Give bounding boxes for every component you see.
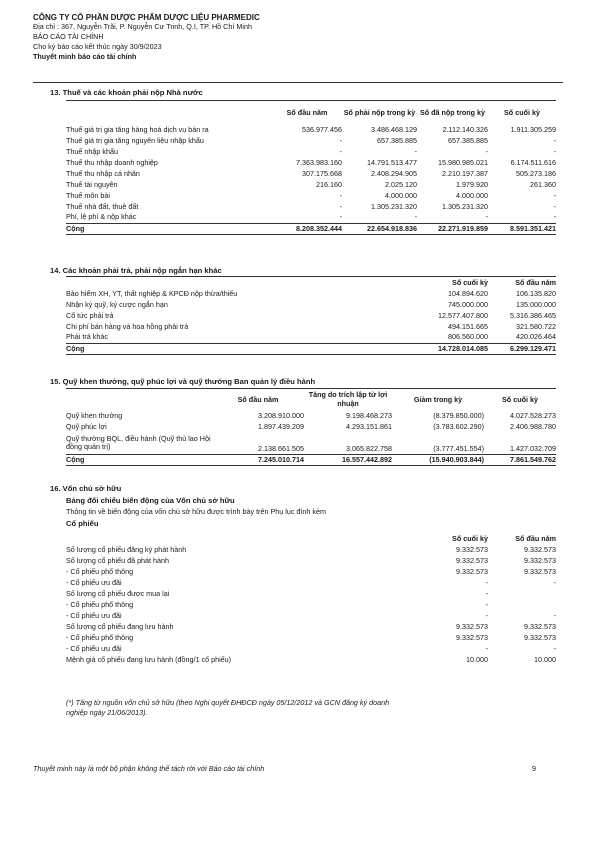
- cell-value: 4.000.000: [385, 190, 417, 200]
- cell-value: 1.979.920: [456, 179, 488, 189]
- cell-value: (3.777.451.554): [433, 444, 484, 454]
- table-row: [66, 644, 556, 655]
- cell-value: 9.332.573: [456, 567, 488, 577]
- cell-value: 9.332.573: [456, 633, 488, 643]
- total-row: [66, 455, 556, 466]
- row-label: Mệnh giá cổ phiếu đang lưu hành (đồng/1 cổ phiếu): [66, 655, 232, 665]
- cell-value: -: [485, 611, 488, 621]
- cell-value: 3.486.468.129: [371, 124, 417, 134]
- cell-value: 505.273.186: [516, 168, 556, 178]
- cell-value: -: [339, 190, 342, 200]
- col-header: Giảm trong kỳ: [392, 389, 484, 411]
- cell-value: 9.198.468.273: [346, 410, 392, 420]
- cell-value: 657.385.885: [448, 135, 488, 145]
- row-label: Thuế thu nhập doanh nghiệp: [66, 157, 158, 167]
- row-label: Cổ tức phải trả: [66, 310, 114, 320]
- col-header: Số đầu năm: [515, 533, 556, 543]
- table-row: [66, 433, 556, 455]
- cell-value: 2.210.197.387: [442, 168, 488, 178]
- other-payables-table: [66, 276, 556, 355]
- cell-value: 216.160: [316, 179, 342, 189]
- report-period: Cho kỳ báo cáo kết thúc ngày 30/9/2023: [33, 42, 162, 51]
- cell-value: 321.580.722: [516, 321, 556, 331]
- cell-value: 1.305.231.320: [442, 201, 488, 211]
- col-header: Số cuối kỳ: [452, 533, 488, 543]
- table-row: [66, 180, 556, 191]
- shares-title: Cổ phiếu: [66, 519, 99, 528]
- cell-value: 657.385.885: [377, 135, 417, 145]
- table-row: [66, 202, 556, 213]
- row-label: Số lượng cổ phiếu đã phát hành: [66, 556, 170, 566]
- page-footer-note: Thuyết minh này là một bộ phận không thể tách rời với Báo cáo tài chính: [33, 764, 265, 773]
- table-row: [66, 169, 556, 180]
- page-number: 9: [532, 764, 536, 773]
- company-address: Địa chỉ : 367, Nguyễn Trãi, P. Nguyễn Cư Trinh, Q.I, TP. Hồ Chí Minh: [33, 22, 252, 31]
- cell-value: 15.980.985.021: [438, 157, 488, 167]
- row-label: Thuế tài nguyên: [66, 179, 118, 189]
- table-row: [66, 158, 556, 169]
- row-label: Cộng: [66, 344, 352, 355]
- cell-value: 2.406.988.780: [510, 421, 556, 431]
- document-header: [33, 13, 563, 63]
- cell-value: 536.977.456: [302, 124, 342, 134]
- col-header: Tăng do trích lập từ lợi nhuận: [304, 389, 392, 411]
- cell-value: 16.557.442.892: [304, 455, 392, 466]
- col-header: Số đã nộp trong kỳ: [417, 101, 488, 125]
- cell-value: (3.783.602.290): [433, 421, 484, 431]
- cell-value: 14.791.513.477: [367, 157, 417, 167]
- row-label: Thuế giá trị gia tăng hàng hoá dịch vụ bán ra: [66, 124, 209, 134]
- table-row: [66, 578, 556, 589]
- col-header: Số đầu năm: [212, 389, 304, 411]
- section-14-title: 14. Các khoản phải trả, phải nộp ngắn hạn khác: [50, 266, 222, 275]
- cell-value: 12.577.407.800: [438, 310, 488, 320]
- row-label: Bảo hiểm XH, YT, thất nghiệp & KPCĐ nộp thừa/thiếu: [66, 288, 238, 298]
- row-label: Thuế thu nhập cá nhân: [66, 168, 140, 178]
- cell-value: -: [485, 146, 488, 156]
- cell-value: 10.000: [466, 655, 488, 665]
- row-label: Thuế giá trị gia tăng nguyên liệu nhập khẩu: [66, 135, 204, 145]
- reward-funds-table: [66, 388, 556, 466]
- row-label: Cộng: [66, 224, 272, 235]
- cell-value: 9.332.573: [524, 556, 556, 566]
- cell-value: 307.175.668: [302, 168, 342, 178]
- col-header: Số đầu năm: [272, 101, 342, 125]
- cell-value: 9.332.573: [456, 545, 488, 555]
- shares-table: [66, 533, 556, 666]
- cell-value: 106.135.820: [516, 288, 556, 298]
- cell-value: 1.911.305.259: [510, 124, 556, 134]
- cell-value: 3.065.822.758: [346, 444, 392, 454]
- table-row: [66, 213, 556, 224]
- cell-value: 745.000.000: [448, 299, 488, 309]
- cell-value: -: [553, 611, 556, 621]
- cell-value: (15.940.903.844): [392, 455, 484, 466]
- table-row: [66, 633, 556, 644]
- row-label: Phải trả khác: [66, 332, 108, 342]
- cell-value: 494.151.665: [448, 321, 488, 331]
- row-label: - Cổ phiếu ưu đãi: [66, 611, 122, 621]
- cell-value: 2.138.661.505: [258, 444, 304, 454]
- row-label: - Cổ phiếu phổ thông: [66, 633, 134, 643]
- table-row: [66, 136, 556, 147]
- section-13-title: 13. Thuế và các khoản phải nộp Nhà nước: [50, 88, 203, 97]
- cell-value: 22.654.918.836: [342, 224, 417, 235]
- table-row: [66, 147, 556, 158]
- equity-reconciliation-title: Bảng đối chiếu biến động của Vốn chủ sở hữu: [66, 496, 235, 505]
- cell-value: -: [553, 135, 556, 145]
- table-row: [66, 545, 556, 556]
- total-row: [66, 224, 556, 235]
- row-label: - Cổ phiếu ưu đãi: [66, 578, 122, 588]
- report-subtitle: Thuyết minh báo cáo tài chính: [33, 52, 137, 61]
- cell-value: 135.000.000: [516, 299, 556, 309]
- cell-value: 261.360: [530, 179, 556, 189]
- cell-value: 7.861.549.762: [484, 455, 556, 466]
- cell-value: -: [414, 212, 417, 222]
- cell-value: -: [553, 201, 556, 211]
- cell-value: 22.271.919.859: [417, 224, 488, 235]
- cell-value: (8.379.850.000): [433, 410, 484, 420]
- row-label: Quỹ thưởng BQL, điều hành (Quỹ thù lao Hội đồng quản trị): [66, 433, 211, 452]
- cell-value: 2.112.140.326: [442, 124, 488, 134]
- col-header: Số cuối kỳ: [488, 101, 556, 125]
- table-row: [66, 411, 556, 422]
- cell-value: 4.000.000: [456, 190, 488, 200]
- shares-footnote: (*) Tăng từ nguồn vốn chủ sở hữu (theo Nghị quyết ĐHĐCĐ ngày 05/12/2012 và GCN đăng ký doanh nghiệp ngày 21/06/2013).: [66, 698, 390, 717]
- table-row: [66, 622, 556, 633]
- cell-value: 5.316.386.465: [510, 310, 556, 320]
- table-row: [66, 611, 556, 622]
- col-header: Số phải nộp trong kỳ: [342, 101, 417, 125]
- table-row: [66, 333, 556, 344]
- row-label: Phí, lệ phí & nộp khác: [66, 212, 137, 222]
- table-row: [66, 311, 556, 322]
- cell-value: -: [414, 146, 417, 156]
- equity-reconciliation-text: Thông tin về biến động của vốn chủ sở hữu được trình bày trên Phụ lục đính kèm: [66, 507, 326, 516]
- tax-payables-table: [66, 100, 556, 235]
- cell-value: 7.363.983.160: [296, 157, 342, 167]
- cell-value: -: [553, 190, 556, 200]
- cell-value: 6.174.511.616: [510, 157, 556, 167]
- table-row: [66, 289, 556, 300]
- cell-value: -: [485, 578, 488, 588]
- cell-value: [488, 600, 556, 611]
- row-label: Thuế môn bài: [66, 190, 110, 200]
- table-row: [66, 422, 556, 433]
- cell-value: -: [339, 212, 342, 222]
- section-16-title: 16. Vốn chủ sở hữu: [50, 484, 122, 493]
- cell-value: 1.897.439.209: [258, 421, 304, 431]
- row-label: Số lượng cổ phiếu được mua lại: [66, 589, 170, 599]
- cell-value: 9.332.573: [524, 622, 556, 632]
- row-label: Thuế nhà đất, thuê đất: [66, 201, 139, 211]
- row-label: Chi phí bán hàng và hoa hồng phải trả: [66, 321, 189, 331]
- cell-value: 2.408.294.905: [371, 168, 417, 178]
- cell-value: 9.332.573: [456, 622, 488, 632]
- cell-value: 9.332.573: [524, 633, 556, 643]
- cell-value: 2.025.120: [385, 179, 417, 189]
- total-row: [66, 344, 556, 355]
- cell-value: 4.293.151.861: [346, 421, 392, 431]
- table-row: [66, 191, 556, 202]
- report-title: BÁO CÁO TÀI CHÍNH: [33, 32, 104, 41]
- cell-value: -: [485, 212, 488, 222]
- table-row: [66, 556, 556, 567]
- cell-value: 9.332.573: [524, 545, 556, 555]
- row-label: Cộng: [66, 455, 212, 466]
- cell-value: 9.332.573: [456, 556, 488, 566]
- row-label: - Cổ phiếu ưu đãi: [66, 644, 122, 654]
- cell-value: 6.299.129.471: [488, 344, 556, 355]
- cell-value: 1.305.231.320: [371, 201, 417, 211]
- cell-value: 420.026.464: [516, 332, 556, 342]
- row-label: Quỹ phúc lợi: [66, 421, 107, 431]
- cell-value: [488, 589, 556, 600]
- table-row: [66, 655, 556, 666]
- cell-value: 10.000: [534, 655, 556, 665]
- row-label: Quỹ khen thưởng: [66, 410, 123, 420]
- cell-value: 7.245.010.714: [212, 455, 304, 466]
- cell-value: -: [553, 146, 556, 156]
- cell-value: 9.332.573: [524, 567, 556, 577]
- cell-value: -: [553, 578, 556, 588]
- col-header: Số đầu năm: [488, 277, 556, 289]
- row-label: - Cổ phiếu phổ thông: [66, 567, 134, 577]
- table-row: [66, 600, 556, 611]
- cell-value: -: [339, 146, 342, 156]
- cell-value: -: [553, 644, 556, 654]
- cell-value: 3.208.910.000: [258, 410, 304, 420]
- cell-value: -: [339, 135, 342, 145]
- table-row: [66, 125, 556, 136]
- table-row: [66, 589, 556, 600]
- cell-value: -: [485, 644, 488, 654]
- cell-value: 8.208.352.444: [272, 224, 342, 235]
- cell-value: 14.728.014.085: [352, 344, 488, 355]
- section-15-title: 15. Quỹ khen thưởng, quỹ phúc lợi và quỹ thưởng Ban quản lý điều hành: [50, 377, 316, 386]
- table-row: [66, 567, 556, 578]
- row-label: Số lượng cổ phiếu đăng ký phát hành: [66, 545, 187, 555]
- cell-value: -: [485, 589, 488, 599]
- cell-value: -: [339, 201, 342, 211]
- row-label: Nhận ký quỹ, ký cược ngắn hạn: [66, 299, 168, 309]
- row-label: - Cổ phiếu phổ thông: [66, 600, 134, 610]
- cell-value: -: [485, 600, 488, 610]
- row-label: Thuế nhập khẩu: [66, 146, 118, 156]
- cell-value: 4.027.528.273: [510, 410, 556, 420]
- header-divider: [33, 82, 563, 83]
- cell-value: 806.560.000: [448, 332, 488, 342]
- col-header: Số cuối kỳ: [484, 389, 556, 411]
- cell-value: 1.427.032.709: [510, 444, 556, 454]
- row-label: Số lượng cổ phiếu đang lưu hành: [66, 622, 174, 632]
- company-name: CÔNG TY CỔ PHẦN DƯỢC PHẨM DƯỢC LIỆU PHARMEDIC: [33, 13, 260, 22]
- cell-value: -: [553, 212, 556, 222]
- table-row: [66, 300, 556, 311]
- table-row: [66, 322, 556, 333]
- cell-value: 104.894.620: [448, 288, 488, 298]
- col-header: Số cuối kỳ: [352, 277, 488, 289]
- cell-value: 8.591.351.421: [488, 224, 556, 235]
